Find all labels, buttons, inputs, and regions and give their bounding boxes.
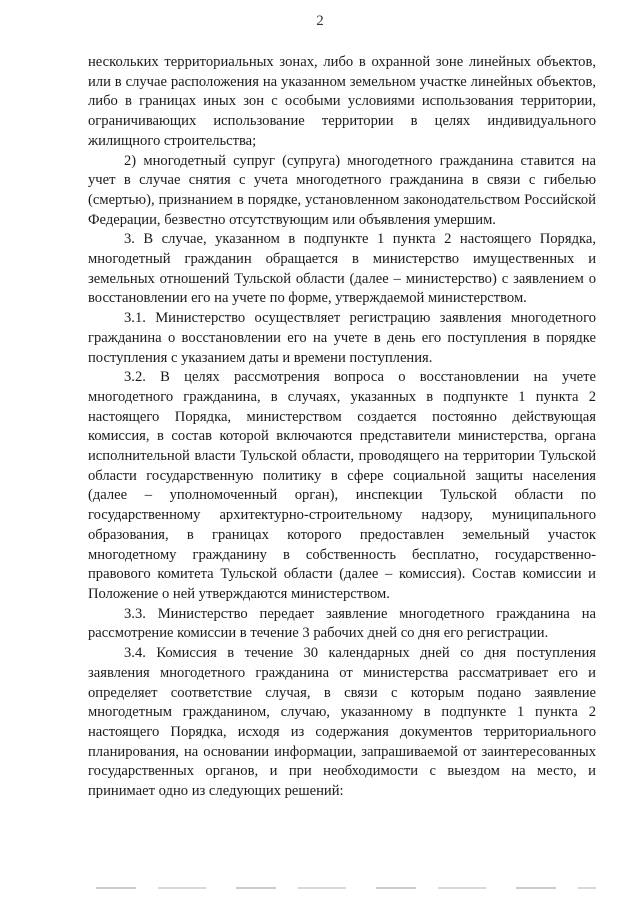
paragraph-3-3: 3.3. Министерство передает заявление многодетного гражданина на рассмотрение комиссии в течение 3 рабочих дней со дня его регистрации. xyxy=(88,605,596,642)
scan-artifact-line xyxy=(96,887,596,889)
paragraph-3: 3. В случае, указанном в подпункте 1 пункта 2 настоящего Порядка, многодетный гражданин обращается в министерство имущественных и земельных отношений Тульской области (далее – министерство) с заявлением о восстановлении его на учете по форме, утверждаемой министерством. xyxy=(88,231,596,307)
paragraph-3-1: 3.1. Министерство осуществляет регистрацию заявления многодетного гражданина о восстановлении его на учете в день его поступления в порядке поступления с указанием даты и времени поступления. xyxy=(88,310,596,366)
paragraph-item-2: 2) многодетный супруг (супруга) многодетного гражданина ставится на учет в случае снятия с учета многодетного гражданина в связи с гибелью (смертью), признанием в порядке, установленном законодательством Российской Федерации, безвестно отсутствующим или объявления умершим. xyxy=(88,152,596,228)
page-number: 2 xyxy=(316,13,324,29)
paragraph-continuation: нескольких территориальных зонах, либо в охранной зоне линейных объектов, или в случае расположения на указанном земельном участке линейных объектов, либо в границах иных зон с особыми условиями использования территории, ограничивающих использование территории в целях индивидуального жилищного строительства; xyxy=(88,54,596,149)
document-body xyxy=(88,53,596,802)
paragraph-3-4: 3.4. Комиссия в течение 30 календарных дней со дня поступления заявления многодетного гражданина от министерства рассматривает его и определяет соответствие случая, в связи с которым подано заявление многодетным гражданином, случаю, указанному в подпункте 1 пункта 2 настоящего Порядка, исходя из содержания документов территориального планирования, на основании информации, запрашиваемой от заинтересованных государственных органов, и при необходимости с выездом на место, и принимает одно из следующих решений: xyxy=(88,645,596,800)
paragraph-3-2: 3.2. В целях рассмотрения вопроса о восстановлении на учете многодетного гражданина, в случаях, указанных в подпункте 1 пункта 2 настоящего Порядка, министерством создается постоянно действующая комиссия, в состав которой включаются представители министерства, органа исполнительной власти Тульской области, проводящего на территории Тульской области государственную политику в сфере социальной защиты населения (далее – уполномоченный орган), инспекции Тульской области по государственному архитектурно-строительному надзору, муниципального образования, в границах которого предоставлен земельный участок многодетному гражданину в собственность бесплатно, государственно-правового комитета Тульской области (далее – комиссия). Состав комиссии и Положение о ней утверждаются министерством. xyxy=(88,369,596,602)
